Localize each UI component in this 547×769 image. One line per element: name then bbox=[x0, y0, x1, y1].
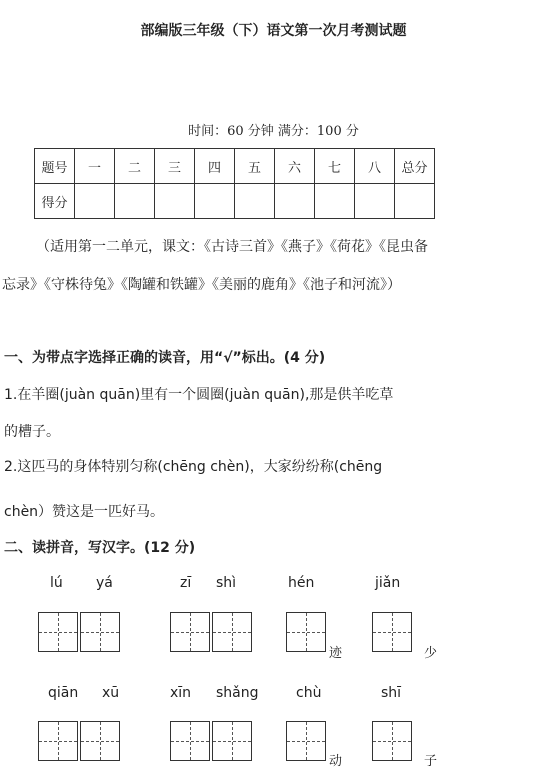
writing-grid-box[interactable] bbox=[80, 721, 120, 761]
score-table-score-row bbox=[35, 184, 435, 219]
scope-line-2: 忘录》《守株待兔》《陶罐和铁罐》《美丽的鹿角》《池子和河流》） bbox=[2, 277, 401, 293]
table-cell: 得分 bbox=[35, 184, 75, 219]
grid-suffix-char: 迹 bbox=[329, 646, 343, 661]
question-1-line-2: 的槽子。 bbox=[4, 424, 60, 440]
score-table bbox=[34, 148, 435, 219]
score-cell[interactable] bbox=[75, 184, 115, 219]
grid-suffix-char: 少 bbox=[424, 646, 438, 661]
grid-suffix-char: 动 bbox=[329, 754, 343, 769]
table-cell: 八 bbox=[355, 149, 395, 184]
table-cell: 六 bbox=[275, 149, 315, 184]
question-2-line-1: 2.这匹马的身体特别匀称(chēng chèn)，大家纷纷称(chēng bbox=[4, 459, 383, 475]
pinyin-label: jiǎn bbox=[375, 575, 401, 591]
writing-grid-box[interactable] bbox=[212, 721, 252, 761]
score-cell[interactable] bbox=[315, 184, 355, 219]
writing-grid-box[interactable] bbox=[80, 612, 120, 652]
section2-heading: 二、读拼音，写汉字。(12 分) bbox=[4, 540, 196, 556]
writing-grid-box[interactable] bbox=[372, 721, 412, 761]
table-cell: 题号 bbox=[35, 149, 75, 184]
writing-grid-box[interactable] bbox=[286, 721, 326, 761]
score-cell[interactable] bbox=[235, 184, 275, 219]
writing-grid-box[interactable] bbox=[212, 612, 252, 652]
pinyin-label: shì bbox=[216, 575, 237, 591]
writing-grid-box[interactable] bbox=[170, 721, 210, 761]
score-cell[interactable] bbox=[195, 184, 235, 219]
pinyin-label: qiān bbox=[48, 685, 79, 701]
score-cell[interactable] bbox=[395, 184, 435, 219]
time-and-score-info: 时间：60 分钟 满分：100 分 bbox=[188, 124, 359, 139]
page-title: 部编版三年级（下）语文第一次月考测试题 bbox=[140, 23, 407, 39]
table-cell: 四 bbox=[195, 149, 235, 184]
pinyin-label: shī bbox=[381, 685, 402, 701]
score-cell[interactable] bbox=[355, 184, 395, 219]
table-cell: 三 bbox=[155, 149, 195, 184]
table-cell: 二 bbox=[115, 149, 155, 184]
pinyin-label: shǎng bbox=[216, 685, 259, 701]
writing-grid-box[interactable] bbox=[170, 612, 210, 652]
pinyin-label: hén bbox=[288, 575, 315, 591]
table-cell: 总分 bbox=[395, 149, 435, 184]
question-2-line-2: chèn）赞这是一匹好马。 bbox=[4, 504, 165, 520]
scope-line-1: （适用第一二单元，课文：《古诗三首》《燕子》《荷花》《昆虫备 bbox=[36, 239, 428, 255]
pinyin-label: xīn bbox=[170, 685, 192, 701]
pinyin-label: zī bbox=[180, 575, 192, 591]
grid-suffix-char: 子 bbox=[424, 754, 438, 769]
writing-grid-box[interactable] bbox=[38, 612, 78, 652]
question-1-line-1: 1.在羊圈(juàn quān)里有一个圆圈(juàn quān),那是供羊吃草 bbox=[4, 387, 394, 403]
table-cell: 五 bbox=[235, 149, 275, 184]
writing-grid-box[interactable] bbox=[372, 612, 412, 652]
score-cell[interactable] bbox=[155, 184, 195, 219]
score-table-header-row bbox=[35, 149, 435, 184]
pinyin-label: lú bbox=[50, 575, 63, 591]
score-cell[interactable] bbox=[115, 184, 155, 219]
pinyin-label: chù bbox=[296, 685, 322, 701]
writing-grid-box[interactable] bbox=[286, 612, 326, 652]
section1-heading: 一、为带点字选择正确的读音，用“√”标出。(4 分) bbox=[4, 350, 326, 366]
score-cell[interactable] bbox=[275, 184, 315, 219]
writing-grid-box[interactable] bbox=[38, 721, 78, 761]
table-cell: 一 bbox=[75, 149, 115, 184]
pinyin-label: xū bbox=[102, 685, 120, 701]
table-cell: 七 bbox=[315, 149, 355, 184]
pinyin-label: yá bbox=[96, 575, 113, 591]
